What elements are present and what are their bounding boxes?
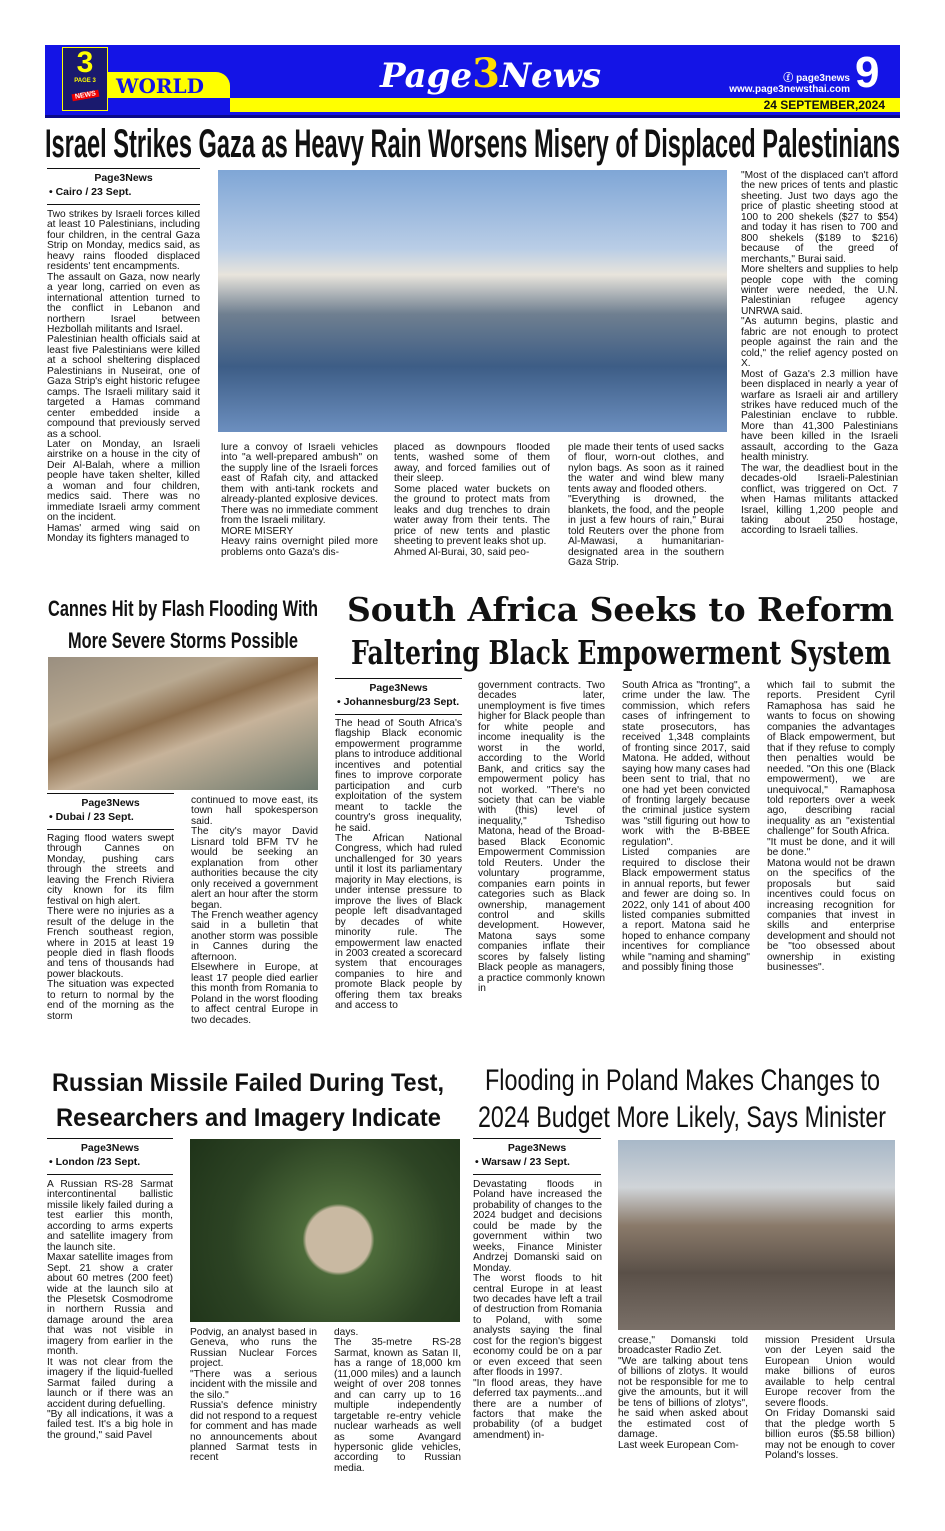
gaza-col-4 (568, 443, 724, 591)
gaza-headline: Israel Strikes Gaza as Heavy Rain Worsens Misery of Displaced Palestinians (45, 122, 900, 166)
facebook-icon: ⓕ (783, 73, 797, 84)
article-paragraph: mission President Ursula von der Leyen said the European Union would make billions of euros available to help central Europe recover from the severe floods. (765, 1336, 895, 1409)
russia-headline (48, 1066, 448, 1136)
byline-source: Page3News (94, 172, 153, 184)
article-paragraph: MORE MISERY (221, 525, 294, 537)
gaza-col-3 (394, 443, 550, 591)
cannes-flood-aerial-photo (48, 657, 318, 790)
cannes-col-2 (191, 796, 318, 1056)
article-paragraph: placed as downpours flooded tents, washed some of them away, and forced families out of their sleep. (394, 443, 550, 485)
article-paragraph: government contracts. Two decades later, unemployment is five times higher for Black people than for white people and income inequality is the worst in the world, according to the World Bank, and critics say the empowerment policy has not worked. "There's no society that can be viable with (this) level of inequality," Tshediso Matona, head of the Broad-based Black Economic Empowerment Commission told Reuters. Under the voluntary programme, companies earn points in categories such as Black ownership, management control and skills development. However, Matona says some companies inflate their scores by falsely listing Black people as managers, a practice commonly known in (478, 681, 605, 995)
logo-number: 3 (76, 46, 94, 79)
sa-headline-line2: Faltering Black Empowerment System (350, 633, 891, 672)
byline-location: • Johannesburg/23 Sept. (337, 696, 460, 708)
sa-col-4 (767, 681, 895, 1057)
article-paragraph: The French weather agency said in a bulletin that another storm was possible in Cannes during the afternoon. (191, 909, 318, 963)
gaza-headline-box (45, 122, 900, 166)
gaza-flooded-camp-photo (218, 170, 727, 432)
article-paragraph: The 35-metre RS-28 Sarmat, known as Satan II, has a range of 18,000 km (11,000 miles) and a launch weight of over 208 tonnes and can carry up to 16 multiple independently targetable re-entry vehicle nuclear warheads as well as some Avangard hypersonic glide vehicles, according to Russian media. (334, 1337, 461, 1474)
masthead-title (380, 50, 602, 97)
russia-col-1 (47, 1180, 173, 1496)
article-paragraph: Heavy rains overnight piled more problems onto Gaza's dis- (221, 536, 378, 558)
poland-headline (472, 1062, 892, 1136)
article-paragraph: The African National Congress, which had ruled unchallenged for 30 years until it lost its parliamentary majority in May elections, is under intense pressure to improve the lives of Black people left disadvantaged by decades of white minority rule. The empowerment law enacted in 2003 created a scorecard system that encourages companies to hire and promote Black people by offering them tax breaks and access to (335, 832, 462, 1012)
byline-source: Page3News (80, 1142, 140, 1154)
article-paragraph: Russia's defence ministry did not respond to a request for comment and has made no announcements about planned Sarmat tests in recent (190, 1400, 317, 1464)
article-paragraph: On Friday Domanski said that the pledge worth 5 billion euros ($5.58 billion) may not be enough to cover Poland's losses. (765, 1408, 895, 1461)
article-paragraph: The assault on Gaza, now nearly a year long, carried on even as international attention turned to the conflict in Lebanon and northern Israel between Hezbollah militants and Israel. (47, 271, 200, 335)
sa-col-2 (478, 681, 605, 1057)
masthead-right: News (499, 56, 602, 96)
sa-headline-line1: South Africa Seeks to Reform (346, 590, 895, 629)
poland-headline-line2: 2024 Budget More Likely, Says Minister (478, 1101, 886, 1134)
article-paragraph: Elsewhere in Europe, at least 17 people died earlier this month from Romania to Poland in the worst flooding to affect central Europe in two decades. (191, 962, 318, 1026)
article-paragraph: "By all indications, it was a failed test. It's a big hole in the ground," said Pavel (47, 1408, 173, 1441)
gaza-byline (47, 168, 200, 205)
article-paragraph: The worst floods to hit central Europe in at least two decades have left a trail of destruction from Romania to Poland, with some analysts saying the final cost for the region's biggest economy could be on a par or even exceed that seen after floods in 1997. (473, 1273, 602, 1379)
article-paragraph: Listed companies are required to disclose their Black empowerment status in annual reports, but fewer and fewer are doing so. In 2022, only 141 of about 400 listed companies submitted a report. Matona said he hoped to enhance company incentives for compliance while "naming and shaming" and possibly fining those (622, 847, 750, 974)
russia-byline (47, 1138, 173, 1175)
byline-source: Page3News (507, 1142, 567, 1154)
poland-col-2 (618, 1336, 748, 1496)
article-paragraph: Matona would not be drawn on the specifics of the proposals but said incentives could focus on increasing recognition for companies that invest in skills and enterprise development and should not be "too obsessed about ownership in existing businesses". (767, 857, 895, 974)
page3-logo (62, 47, 108, 111)
byline-location: • Cairo / 23 Sept. (49, 186, 132, 198)
article-paragraph: "It must be done, and it will be done." (767, 836, 895, 859)
poland-flood-damage-photo (618, 1140, 895, 1330)
byline-source: Page3News (369, 682, 428, 694)
byline-location: • Dubai / 23 Sept. (49, 811, 134, 823)
article-paragraph: continued to move east, its town hall spokesperson said. (191, 796, 318, 827)
russia-col-2 (190, 1328, 317, 1496)
cannes-headline-line2: More Severe Storms Possible (68, 628, 298, 653)
cannes-col-1 (47, 834, 174, 1052)
article-paragraph: The city's mayor David Lisnard told BFM TV he would be seeking an explanation from other authorities because the city only received a government alert an hour after the storm began. (191, 826, 318, 911)
website-url: www.page3newsthai.com (729, 84, 850, 95)
article-paragraph: "Most of the displaced can't afford the new prices of tents and plastic sheeting. Just two days ago the price of plastic sheeting stood at 100 to 200 shekels ($27 to $54) and today it has risen to 700 and 800 shekels ($189 to $216) because of the greed of merchants," Burai said. (741, 171, 898, 265)
article-paragraph: "Everything is drowned, the blankets, the food, and the people in just a few hours of rain," Burai told Reuters over the phone from Al-Mawasi, a humanitarian-designated area in the southern Gaza Strip. (568, 494, 724, 568)
russia-headline-line2: Researchers and Imagery Indicate (55, 1104, 441, 1132)
article-paragraph: A Russian RS-28 Sarmat intercontinental ballistic missile likely failed during a test earlier this month, according to arms experts and satellite imagery from the launch site. (47, 1180, 173, 1253)
poland-headline-line1: Flooding in Poland Makes Changes to (484, 1064, 880, 1097)
facebook-text: page3news (796, 73, 850, 84)
cannes-byline (47, 793, 174, 830)
article-paragraph: Raging flood waters swept through Cannes on Monday, pushing cars through the streets and leaving the French Riviera city known for its film festival on high alert. (47, 834, 174, 907)
byline-location: • Warsaw / 23 Sept. (475, 1156, 570, 1168)
article-paragraph: Most of Gaza's 2.3 million have been displaced in nearly a year of warfare as Israeli air and artillery strikes have reduced much of the Palestinian enclave to rubble. More than 41,300 Palestinians have been killed in the Israeli assault, according to the Gaza health ministry. (741, 368, 898, 464)
poland-col-3 (765, 1336, 895, 1496)
russia-col-3 (334, 1328, 461, 1496)
logo-sub: PAGE 3 (74, 78, 96, 84)
article-paragraph: Palestinian health officials said at least five Palestinians were killed at a school sheltering displaced Palestinians in Nuseirat, one of Gaza Strip's eight historic refugee camps. The Israeli military said it targeted a Hamas command center embedded inside a compound that previously served as a school. (47, 334, 200, 440)
article-paragraph: crease," Domanski told broadcaster Radio Zet. (618, 1336, 748, 1357)
south-africa-headline (338, 588, 903, 674)
article-paragraph: The head of South Africa's flagship Black economic empowerment programme plans to introduce additional incentives and potential fines to improve corporate participation and curb exploitation of the system meant to tackle the country's gross inequality, he said. (335, 719, 462, 834)
section-label: WORLD (116, 74, 204, 98)
article-paragraph: The war, the deadliest bout in the decades-old Israeli-Palestinian conflict, was triggered on Oct. 7 when Hamas militants attacked Israel, killing 1,200 people and taking about 250 hostage, according to Israeli tallies. (741, 462, 898, 537)
article-paragraph: lure a convoy of Israeli vehicles into "a well-prepared ambush" on the supply line of the Israeli forces east of Rafah city, and attacked them with anti-tank rockets and already-planted explosive devices. There was no immediate comment from the Israeli military. (221, 443, 378, 527)
article-paragraph: There were no injuries as a result of the deluge in the French southeast region, where in 2015 at least 19 people died in flash floods and tens of thousands had power blackouts. (47, 906, 174, 980)
sa-col-3 (622, 681, 750, 1057)
gaza-col-2 (221, 443, 378, 591)
section-tab (106, 72, 230, 98)
article-paragraph: Two strikes by Israeli forces killed at least 10 Palestinians, including four children, in the central Gaza Strip on Monday, medics said, as heavy rains flooded displaced residents' tent encampments. (47, 210, 200, 273)
page-number: 9 (855, 48, 880, 97)
russia-headline-line1: Russian Missile Failed During Test, (52, 1069, 444, 1097)
article-paragraph: "There was a serious incident with the missile and the silo." (190, 1368, 317, 1401)
issue-date: 24 SEPTEMBER,2024 (763, 98, 885, 112)
byline-location: • London /23 Sept. (49, 1156, 141, 1168)
gaza-col-1 (47, 210, 200, 590)
article-paragraph: It was not clear from the imagery if the liquid-fuelled Sarmat failed during a launch or if there was an accident during defuelling. (47, 1356, 173, 1410)
poland-byline (473, 1138, 601, 1175)
silo-satellite-photo (190, 1139, 460, 1322)
masthead-left: Page (380, 56, 473, 96)
article-paragraph: The situation was expected to return to normal by the end of the morning as the storm (47, 979, 174, 1022)
article-paragraph: Devastating floods in Poland have increased the probability of changes to the 2024 budget and decisions could be made by the government within two weeks, Finance Minister Andrzej Domanski said on Monday. (473, 1180, 602, 1274)
cannes-headline (48, 593, 318, 657)
article-paragraph: ple made their tents of used sacks of flour, worn-out clothes, and nylon bags. As soon as it rained the water and wind blew many tents away and flooded others. (568, 443, 724, 495)
article-paragraph: Podvig, an analyst based in Geneva, who runs the Russian Nuclear Forces project. (190, 1328, 317, 1370)
cannes-headline-line1: Cannes Hit by Flash Flooding With (48, 596, 318, 621)
article-paragraph: which fail to submit the reports. President Cyril Ramaphosa has said he wants to focus on showing companies the advantages of Black empowerment, but that if they refuse to comply then penalties would be needed. "On this one (Black empowerment), we are unequivocal," Ramaphosa told reporters over a week ago, describing racial inequality as an "existential challenge" for South Africa. (767, 681, 895, 838)
masthead-number: 3 (472, 50, 500, 97)
article-paragraph: Maxar satellite images from Sept. 21 show a crater about 60 metres (200 feet) wide at the launch silo at the Plesetsk Cosmodrome in northern Russia and damage around the area that was not visible in imagery from earlier in the month. (47, 1252, 173, 1358)
article-paragraph: "As autumn begins, plastic and fabric are not enough to protect people against the rain and the cold," the relief agency posted on X. (741, 316, 898, 370)
facebook-handle (770, 69, 850, 84)
article-paragraph: "We are talking about tens of billions of zlotys. It would not be responsible for me to give the amounts, but it will be tens of billions of zlotys", he said when asked about the estimated cost of damage. (618, 1355, 748, 1441)
gaza-col-5 (741, 171, 898, 586)
logo-news: NEWS (71, 90, 99, 102)
article-paragraph: South Africa as "fronting", a crime under the law. The commission, which refers cases of infringement to state prosecutors, has received 1,348 complaints of fronting since 2017, said Matona. He added, without saying how many cases had been sent to trial, that no one had yet been convicted of fronting largely because the criminal justice system was "still figuring out how to work with the B-BBEE regulation". (622, 681, 750, 848)
sa-byline (335, 678, 462, 715)
article-paragraph: days. (334, 1328, 359, 1338)
sa-col-1 (335, 719, 462, 1057)
article-paragraph: "In flood areas, they have deferred tax payments...and there are a number of factors that make the probability (of a budget amendment) in- (473, 1377, 602, 1441)
article-paragraph: Later on Monday, an Israeli airstrike on a house in the city of Deir Al-Balah, where a million people have taken shelter, killed a woman and four children, medics said. There was no immediate Israeli army comment on the incident. (47, 438, 200, 524)
article-paragraph: Hamas' armed wing said on Monday its fighters managed to (47, 522, 200, 545)
article-paragraph: Ahmed Al-Burai, 30, said peo- (394, 546, 530, 558)
article-paragraph: Last week European Com- (618, 1439, 739, 1451)
poland-col-1 (473, 1180, 602, 1496)
byline-source: Page3News (81, 797, 140, 809)
article-paragraph: More shelters and supplies to help people cope with the coming winter were needed, the U.N. Palestinian refugee agency UNRWA said. (741, 264, 898, 317)
article-paragraph: Some placed water buckets on the ground to protect mats from leaks and dug trenches to drain water away from their tents. The price of new tents and plastic sheeting to prevent leaks shot up. (394, 483, 550, 548)
